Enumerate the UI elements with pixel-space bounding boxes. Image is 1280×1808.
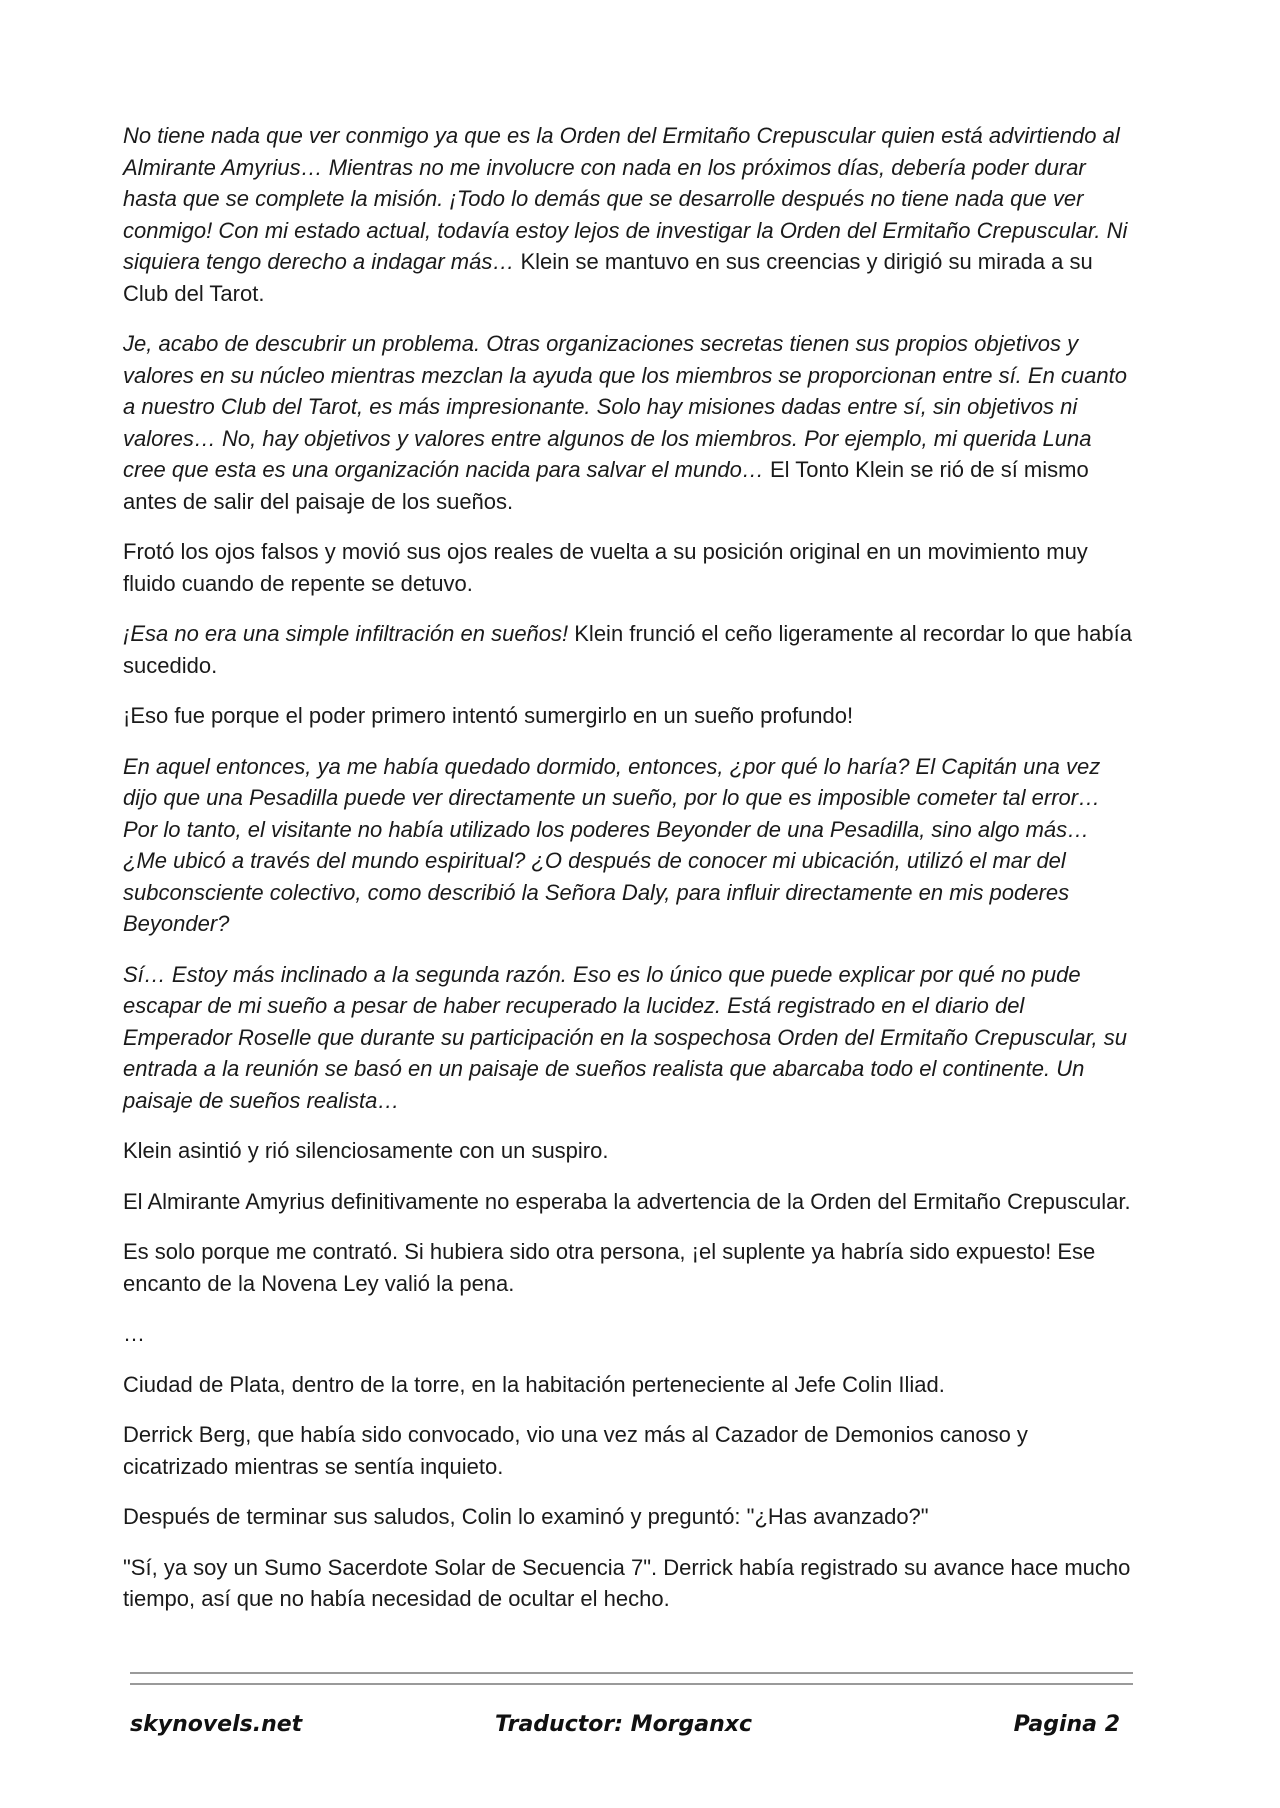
- italic-text-segment: ¡Esa no era una simple infiltración en sueños!: [123, 621, 569, 646]
- footer-divider: [130, 1672, 1133, 1694]
- paragraph: [123, 618, 1133, 681]
- text-segment: ¡Eso fue porque el poder primero intentó sumergirlo en un sueño profundo!: [123, 703, 854, 728]
- italic-text-segment: En aquel entonces, ya me había quedado dormido, entonces, ¿por qué lo haría? El Capitán una vez dijo que una Pesadilla puede ver directamente un sueño, por lo que es imposible cometer tal error… Por lo tanto, el visitante no había utilizado los poderes Beyonder de una Pesadilla, sino algo más… ¿Me ubicó a través del mundo espiritual? ¿O después de conocer mi ubicación, utilizó el mar del subconsciente colectivo, como describió la Señora Daly, para influir directamente en mis poderes Beyonder?: [123, 753, 1101, 936]
- text-segment: "Sí, ya soy un Sumo Sacerdote Solar de Secuencia 7". Derrick había registrado su avance hace mucho tiempo, así que no había necesidad de ocultar el hecho.: [123, 1554, 1131, 1611]
- italic-text-segment: Je, acabo de descubrir un problema. Otras organizaciones secretas tienen sus propios objetivos y valores en su núcleo mientras mezclan la ayuda que los miembros se proporcionan entre sí. En cuanto a nuestro Club del Tarot, es más impresionante. Solo hay misiones dadas entre sí, sin objetivos ni valores… No, hay objetivos y valores entre algunos de los miembros. Por ejemplo, mi querida Luna cree que esta es una organización nacida para salvar el mundo…: [123, 331, 1127, 482]
- text-segment: Klein frunció el ceño ligeramente al recordar lo que había sucedido.: [123, 621, 1132, 678]
- paragraph: [123, 120, 1133, 309]
- paragraph: [123, 959, 1133, 1117]
- paragraph: [123, 1552, 1133, 1615]
- paragraph: [123, 1369, 1133, 1401]
- footer-translator: Traductor: Morganxc: [495, 1712, 753, 1737]
- paragraph: [123, 328, 1133, 517]
- text-segment: Ciudad de Plata, dentro de la torre, en la habitación perteneciente al Jefe Colin Iliad.: [123, 1371, 945, 1397]
- text-segment: Derrick Berg, que había sido convocado, vio una vez más al Cazador de Demonios canoso y cicatrizado mientras se sentía inquieto.: [123, 1422, 1028, 1479]
- text-segment: Después de terminar sus saludos, Colin lo examinó y preguntó: "¿Has avanzado?": [123, 1504, 929, 1529]
- text-segment: El Tonto Klein se rió de sí mismo antes de salir del paisaje de los sueños.: [123, 457, 1089, 514]
- text-segment: Frotó los ojos falsos y movió sus ojos reales de vuelta a su posición original en un movimiento muy fluido cuando de repente se detuvo.: [123, 539, 1088, 596]
- paragraph: [123, 1186, 1133, 1218]
- text-segment: …: [123, 1321, 145, 1346]
- paragraph: [123, 1501, 1133, 1533]
- paragraph: [123, 1318, 1133, 1350]
- paragraph: [123, 700, 1133, 732]
- footer-site: skynovels.net: [130, 1712, 303, 1737]
- text-segment: Klein se mantuvo en sus creencias y dirigió su mirada a su Club del Tarot.: [123, 249, 1093, 306]
- paragraph: [123, 536, 1133, 599]
- footer-page-number: Pagina 2: [1013, 1712, 1120, 1737]
- page-body: [123, 120, 1133, 1634]
- paragraph: [123, 1419, 1133, 1482]
- italic-text-segment: Sí… Estoy más inclinado a la segunda razón. Eso es lo único que puede explicar por qué no pude escapar de mi sueño a pesar de haber recuperado la lucidez. Está registrado en el diario del Emperador Roselle que durante su participación en la sospechosa Orden del Ermitaño Crepuscular, su entrada a la reunión se basó en un paisaje de sueños realista que abarcaba todo el continente. Un paisaje de sueños realista…: [123, 961, 1128, 1113]
- paragraph: [123, 1236, 1133, 1299]
- page-footer: [130, 1712, 1120, 1748]
- paragraph: [123, 751, 1133, 940]
- footer-rule-top: [130, 1672, 1133, 1674]
- paragraph: [123, 1135, 1133, 1167]
- text-segment: Es solo porque me contrató. Si hubiera sido otra persona, ¡el suplente ya habría sido expuesto! Ese encanto de la Novena Ley valió la pena.: [123, 1239, 1096, 1296]
- text-segment: El Almirante Amyrius definitivamente no esperaba la advertencia de la Orden del Ermitaño Crepuscular.: [123, 1188, 1131, 1214]
- footer-rule-bottom: [130, 1683, 1133, 1685]
- italic-text-segment: No tiene nada que ver conmigo ya que es la Orden del Ermitaño Crepuscular quien está advirtiendo al Almirante Amyrius… Mientras no me involucre con nada en los próximos días, debería poder durar hasta que se complete la misión. ¡Todo lo demás que se desarrolle después no tiene nada que ver conmigo! Con mi estado actual, todavía estoy lejos de investigar la Orden del Ermitaño Crepuscular. Ni siquiera tengo derecho a indagar más…: [123, 123, 1128, 274]
- text-segment: Klein asintió y rió silenciosamente con un suspiro.: [123, 1138, 609, 1163]
